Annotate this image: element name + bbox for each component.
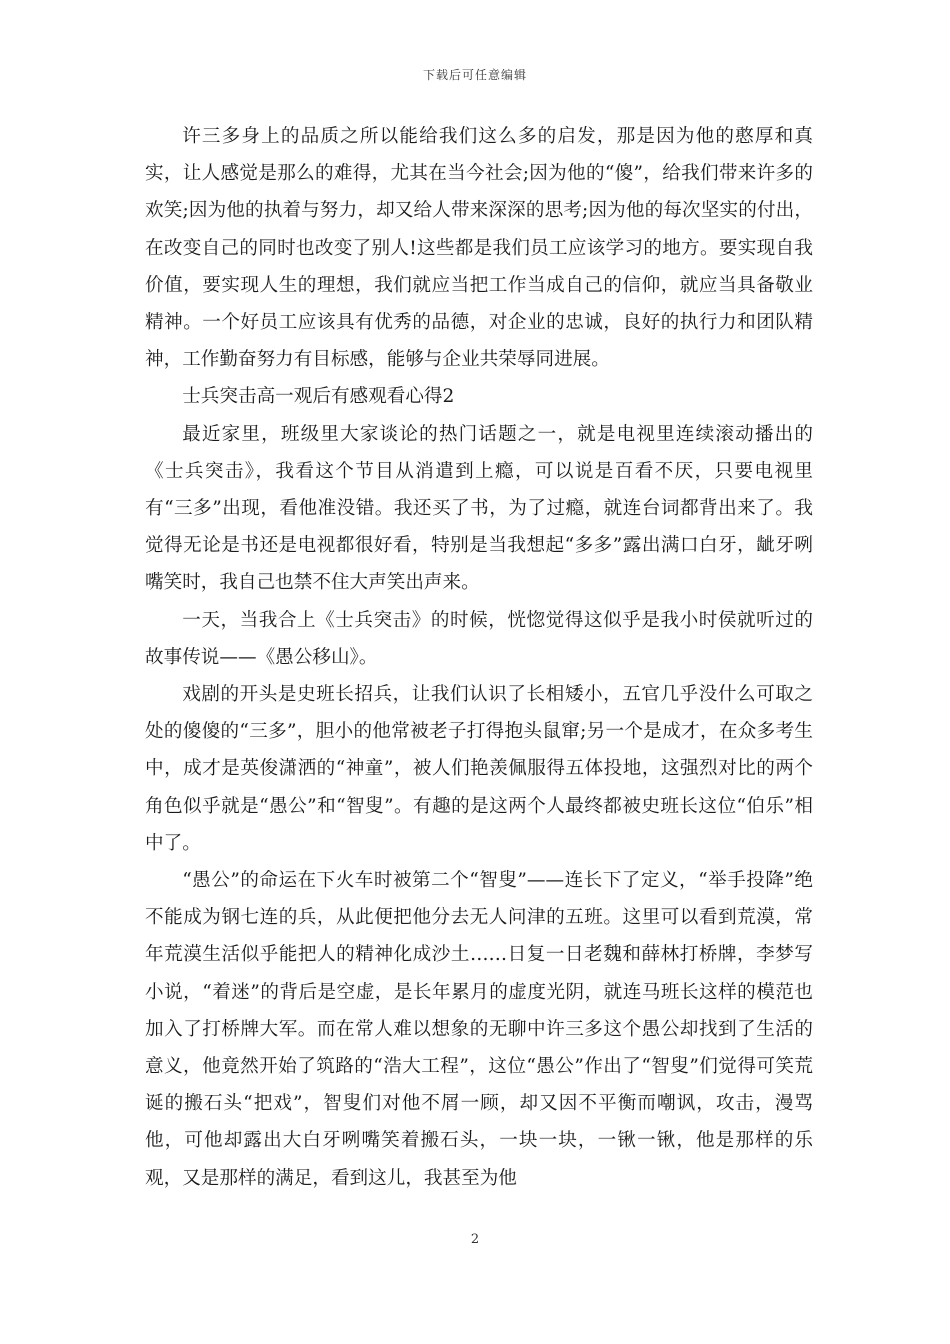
paragraph-2: 最近家里，班级里大家谈论的热门话题之一，就是电视里连续滚动播出的《士兵突击》，我看这个节目从消遣到上瘾，可以说是百看不厌，只要电视里有“三多”出现，看他准没错。我还买了书，为了过瘾，就连台词都背出来了。我觉得无论是书还是电视都很好看，特别是当我想起“多多”露出满口白牙，龇牙咧嘴笑时，我自己也禁不住大声笑出声来。 [145,423,813,594]
paragraph-1: 许三多身上的品质之所以能给我们这么多的启发，那是因为他的憨厚和真实，让人感觉是那么的难得，尤其在当今社会;因为他的“傻”，给我们带来许多的欢笑;因为他的执着与努力，却又给人带来深深的思考;因为他的每次坚实的付出，在改变自己的同时也改变了别人!这些都是我们员工应该学习的地方。要实现自我价值，要实现人生的理想，我们就应当把工作当成自己的信仰，就应当具备敬业精神。一个好员工应该具有优秀的品德，对企业的忠诚，良好的执行力和团队精神，工作勤奋努力有目标感，能够与企业共荣辱同进展。 [145,126,813,371]
page-header: 下载后可任意编辑 [422,68,527,82]
page-number: 2 [470,1232,480,1247]
document-body [145,118,813,1197]
paragraph-3: 一天，当我合上《士兵突击》的时候，恍惚觉得这似乎是我小时侯就听过的故事传说——《愚公移山》。 [145,609,813,668]
section-title: 士兵突击高一观后有感观看心得2 [182,386,455,408]
paragraph-4: 戏剧的开头是史班长招兵，让我们认识了长相矮小，五官几乎没什么可取之处的傻傻的“三多”，胆小的他常被老子打得抱头鼠窜;另一个是成才，在众多考生中，成才是英俊潇洒的“神童”，被人们艳羡佩服得五体投地，这强烈对比的两个角色似乎就是“愚公”和“智叟”。有趣的是这两个人最终都被史班长这位“伯乐”相中了。 [145,684,813,854]
paragraph-5: “愚公”的命运在下火车时被第二个“智叟”——连长下了定义，“举手投降”绝不能成为钢七连的兵，从此便把他分去无人问津的五班。这里可以看到荒漠，常年荒漠生活似乎能把人的精神化成沙土……日复一日老魏和薛林打桥牌，李梦写小说，“着迷”的背后是空虚，是长年累月的虚度光阴，就连马班长这样的模范也加入了打桥牌大军。而在常人难以想象的无聊中许三多这个愚公却找到了生活的意义，他竟然开始了筑路的“浩大工程”，这位“愚公”作出了“智叟”们觉得可笑荒诞的搬石头“把戏”，智叟们对他不屑一顾，却又因不平衡而嘲讽，攻击，漫骂他，可他却露出大白牙咧嘴笑着搬石头，一块一块，一锹一锹，他是那样的乐观，又是那样的满足，看到这儿，我甚至为他 [145,870,813,1189]
